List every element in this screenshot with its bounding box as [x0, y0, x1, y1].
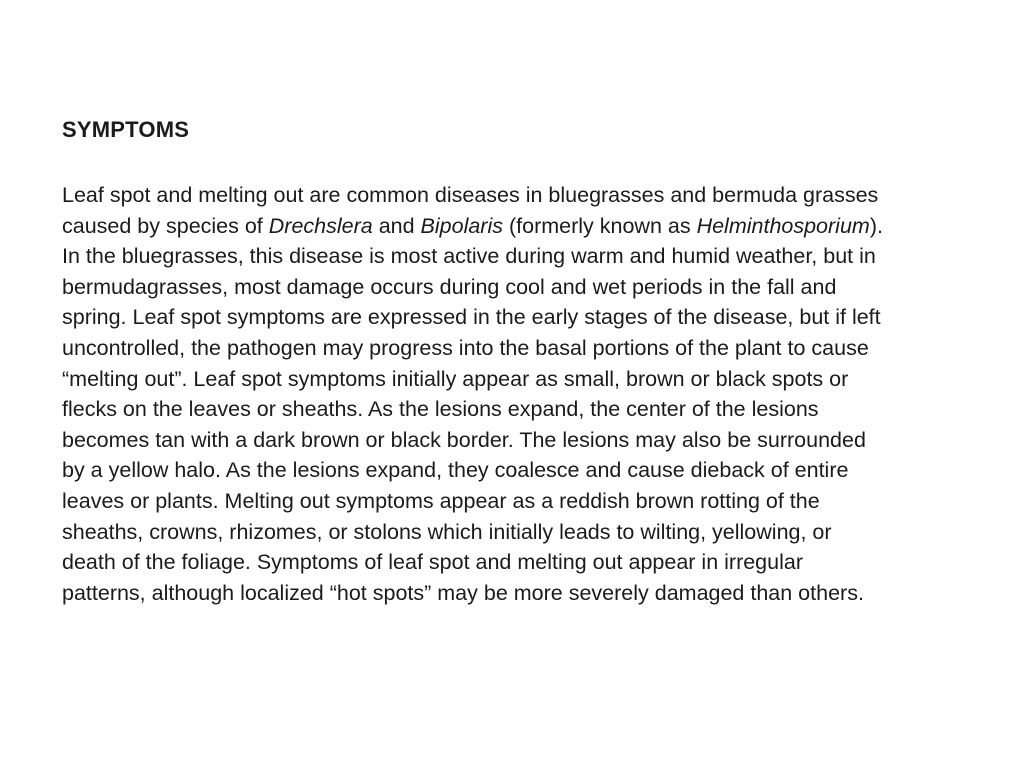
- slide-content: [62, 116, 968, 608]
- text-run-italic: Helminthosporium: [696, 213, 870, 238]
- paragraph-line: [62, 517, 968, 548]
- text-run: patterns, although localized “hot spots” may be more severely damaged than others.: [62, 580, 864, 605]
- paragraph-line: [62, 394, 968, 425]
- text-run: uncontrolled, the pathogen may progress into the basal portions of the plant to cause: [62, 335, 869, 360]
- paragraph-line: [62, 180, 968, 211]
- text-run: “melting out”. Leaf spot symptoms initially appear as small, brown or black spots or: [62, 366, 849, 391]
- text-run: sheaths, crowns, rhizomes, or stolons which initially leads to wilting, yellowing, or: [62, 519, 832, 544]
- paragraph-line: [62, 241, 968, 272]
- text-run: leaves or plants. Melting out symptoms appear as a reddish brown rotting of the: [62, 488, 820, 513]
- text-run: In the bluegrasses, this disease is most active during warm and humid weather, but in: [62, 244, 876, 269]
- text-run: and: [372, 213, 421, 238]
- text-run: flecks on the leaves or sheaths. As the lesions expand, the center of the lesions: [62, 397, 819, 422]
- paragraph-line: [62, 578, 968, 609]
- paragraph-line: [62, 272, 968, 303]
- text-run: ).: [869, 213, 883, 238]
- text-run: death of the foliage. Symptoms of leaf spot and melting out appear in irregular: [62, 550, 803, 575]
- paragraph-line: [62, 547, 968, 578]
- paragraph-line: [62, 425, 968, 456]
- paragraph-line: [62, 211, 968, 242]
- text-run: becomes tan with a dark brown or black border. The lesions may also be surrounded: [62, 427, 866, 452]
- text-run: (formerly known as: [503, 213, 697, 238]
- heading-symptoms: SYMPTOMS: [62, 117, 190, 142]
- text-run: Leaf spot and melting out are common diseases in bluegrasses and bermuda grasses: [62, 183, 879, 207]
- paragraph-line: [62, 364, 968, 395]
- text-run: caused by species of: [62, 213, 269, 238]
- paragraph-line: [62, 302, 968, 333]
- text-run: by a yellow halo. As the lesions expand, they coalesce and cause dieback of entire: [62, 458, 849, 483]
- paragraph-line: [62, 486, 968, 517]
- paragraph-line: [62, 455, 968, 486]
- text-run-italic: Bipolaris: [420, 213, 503, 238]
- text-run-italic: Drechslera: [268, 213, 373, 238]
- body-paragraph: [62, 180, 968, 608]
- paragraph-line: [62, 333, 968, 364]
- text-run: spring. Leaf spot symptoms are expressed in the early stages of the disease, but if left: [62, 305, 881, 330]
- text-run: bermudagrasses, most damage occurs during cool and wet periods in the fall and: [62, 274, 837, 299]
